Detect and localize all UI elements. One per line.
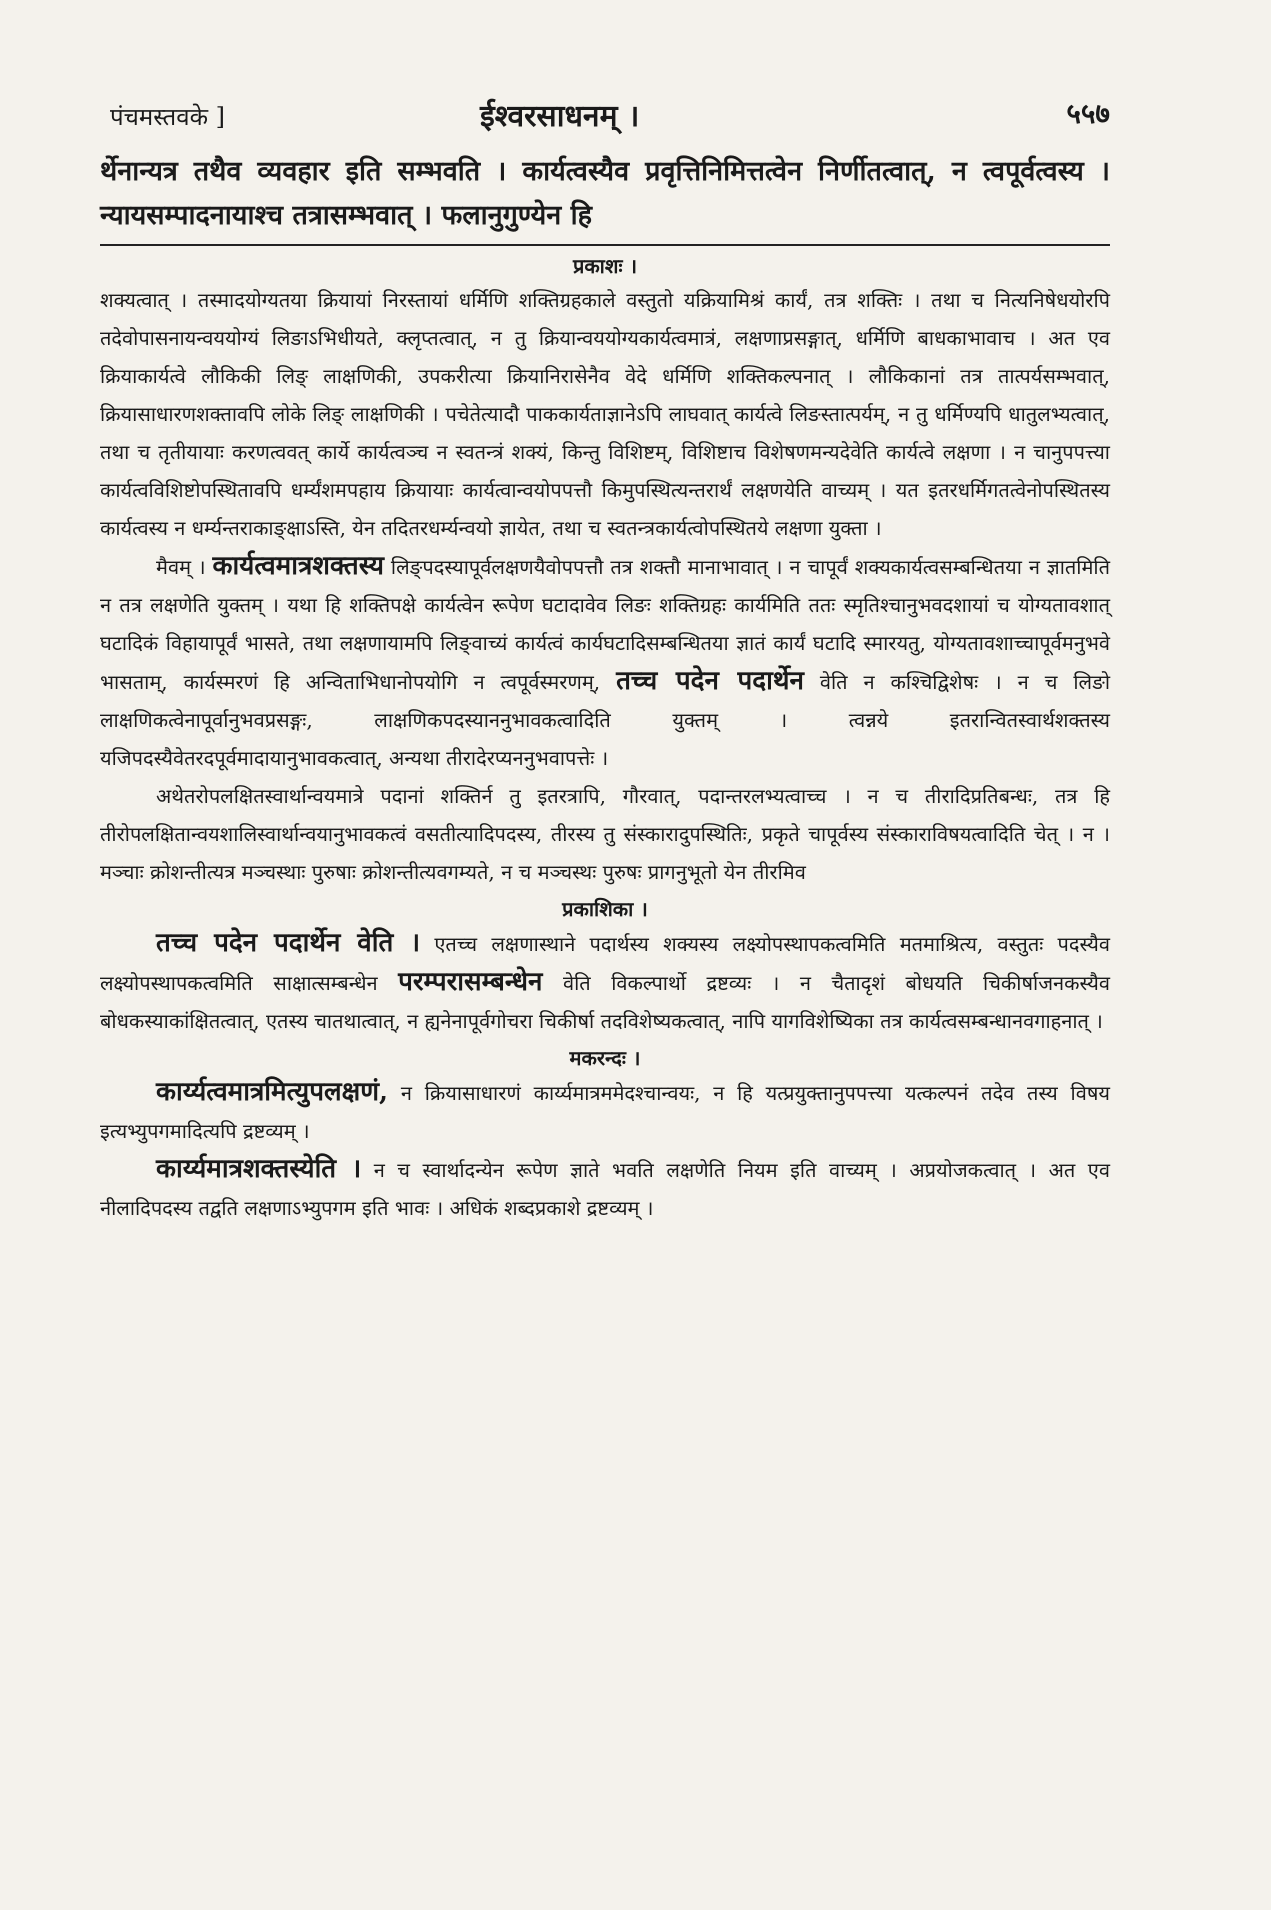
makaranda-bold-1: कार्य्यत्वमात्रमित्युपलक्षणं, [156,1077,389,1107]
prakashika-commentary [100,924,1110,1040]
p2-rest2: वेति न कश्चिद्विशेषः । न च लिङो लाक्षणिकत्वेनापूर्वानुभवप्रसङ्गः, लाक्षणिकपदस्याननुभावकत्वादिति युक्तम् । त्वन्नये इतरान्वितस्वार्थशक्तस्य यजिपदस्यैवेतरदपूर्वमादायानुभावकत्वात्, अन्यथा तीरादेरप्यननुभवापत्तेः । [100,670,1111,770]
prakasha-heading: प्रकाशः । [572,254,638,278]
running-header [100,90,1110,140]
prakasha-commentary [100,281,1110,891]
makaranda-commentary [100,1073,1110,1227]
prakashika-bold2: परम्परासम्बन्धेन [398,967,543,997]
prakashika-a: एतच्च लक्षणास्थाने पदार्थस्य शक्यस्य लक्ष्योपस्थापकत्वमिति मतमाश्रित्य, वस्तुतः पदस्यैव लक्ष्योपस्थापकत्वमिति साक्षात्सम्बन्धेन [100,932,1110,995]
prakasha-paragraph-3: अथेतरोपलक्षितस्वार्थान्वयमात्रे पदानां शक्तिर्न तु इतरत्रापि, गौरवात्, पदान्तरलभ्यत्वाच्च । न च तीरादिप्रतिबन्धः, तत्र हि तीरोपलक्षितान्वयशालिस्वार्थान्वयानुभावकत्वं वसतीत्यादिपदस्य, तीरस्य तु संस्कारादुपस्थितिः, प्रकृते चापूर्वस्य संस्काराविषयत्वादिति चेत् । न । मञ्चाः क्रोशन्तीत्यत्र मञ्चस्थाः पुरुषाः क्रोशन्तीत्यवगम्यते, न च मञ्चस्थः पुरुषः प्रागनुभूतो येन तीरमिव [100,784,1110,884]
makaranda-bold-2: कार्य्यमात्रशक्तस्येति । [156,1154,362,1184]
makaranda-rest-2: न च स्वार्थादन्येन रूपेण ज्ञाते भवति लक्षणेति नियम इति वाच्यम् । अप्रयोजकत्वात् । अत एव नीलादिपदस्य तद्वति लक्षणाऽभ्युपगम इति भावः । अधिकं शब्दप्रकाशे द्रष्टव्यम् । [100,1158,1110,1220]
prakashika-b: वेति विकल्पार्थो द्रष्टव्यः । न चैतादृशं बोधयति चिकीर्षाजनकस्यैव बोधकस्याकांक्षितत्वात्, एतस्य चातथात्वात्, न ह्यनेनापूर्वगोचरा चिकीर्षा तदविशेष्यकत्वात्, नापि यागविशेष्यिका तत्र कार्यत्वसम्बन्धानवगाहनात् । [100,971,1111,1033]
header-left: पंचमस्तवके ] [110,103,226,131]
header-title: ईश्वरसाधनम् । [480,99,640,134]
page-number: ५५७ [1066,97,1110,130]
prakashika-heading: प्रकाशिका । [562,897,648,921]
mula-text: र्थेनान्यत्र तथैव व्यवहार इति सम्भवति । कार्यत्वस्यैव प्रवृत्तिनिमित्तत्वेन निर्णीतत्वात्, न त्वपूर्वत्वस्य । न्यायसम्पादनायाश्च तत्रासम्भवात् । फलानुगुण्येन हि [100,156,1110,231]
p2-bold: कार्यत्वमात्रशक्तस्य [212,551,384,581]
makaranda-paragraph-1 [100,1073,1110,1150]
p2-bold2: तच्च पदेन पदार्थेन [616,666,804,696]
prakashika-bold: तच्च पदेन पदार्थेन वेति । [156,928,421,958]
prakasha-paragraph-2 [100,547,1110,777]
prakashika-paragraph-1 [100,924,1110,1040]
divider [100,244,1110,246]
book-page [100,90,1110,1870]
makaranda-paragraph-2 [100,1150,1110,1227]
p2-rest: लिङ्पदस्यापूर्वलक्षणयैवोपपत्तौ तत्र शक्तौ मानाभावात् । न चापूर्वं शक्यकार्यत्वसम्बन्धितया न ज्ञातमिति न तत्र लक्षणेति युक्तम् । यथा हि शक्तिपक्षे कार्यत्वेन रूपेण घटादावेव लिङः शक्तिग्रहः कार्यमिति ततः स्मृतिश्चानुभवदशायां च योग्यतावशात् घटादिकं विहायापूर्वं भासते, तथा लक्षणायामपि लिङ्वाच्यं कार्यत्वं कार्यघटादिसम्बन्धितया ज्ञातं कार्यं घटादि स्मारयतु, योग्यतावशाच्चापूर्वमनुभवे भासताम्, कार्यस्मरणं हि अन्विताभिधानोपयोगि न त्वपूर्वस्मरणम्, [100,555,1110,694]
makaranda-rest-1: न क्रियासाधारणं कार्य्यमात्रममेदश्चान्वयः, न हि यत्प्रयुक्तानुपपत्त्या यत्कल्पनं तदेव तस्य विषय इत्यभ्युपगमादित्यपि द्रष्टव्यम् । [100,1081,1110,1143]
makaranda-heading: मकरन्दः । [569,1046,641,1070]
p2-lead: मैवम् । [156,555,206,579]
prakasha-paragraph-1: शक्यत्वात् । तस्मादयोग्यतया क्रियायां निरस्तायां धर्मिणि शक्तिग्रहकाले वस्तुतो यक्रियामिश्रं कार्यं, तत्र शक्तिः । तथा च नित्यनिषेधयोरपि तदेवोपासनायन्वययोग्यं लिङाऽभिधीयते, क्लृप्तत्वात्, न तु क्रियान्वययोग्यकार्यत्वमात्रं, लक्षणाप्रसङ्गात्, धर्मिणि बाधकाभावाच । अत एव क्रियाकार्यत्वे लौकिकी लिङ् लाक्षणिकी, उपकरीत्या क्रियानिरासेनैव वेदे धर्मिणि शक्तिकल्पनात् । लौकिकानां तत्र तात्पर्यसम्भवात्, क्रियासाधारणशक्तावपि लोके लिङ् लाक्षणिकी । पचेतेत्यादौ पाककार्यताज्ञानेऽपि लाघवात् कार्यत्वे लिङस्तात्पर्यम्, न तु धर्मिण्यपि धातुलभ्यत्वात्, तथा च तृतीयायाः करणत्ववत् कार्ये कार्यत्वञ्च न स्वतन्त्रं शक्यं, किन्तु विशिष्टम्, विशिष्टाच विशेषणमन्यदेवेति कार्यत्वे लक्षणा । न चानुपपत्त्या कार्यत्वविशिष्टोपस्थितावपि धर्म्यंशमपहाय क्रियायाः कार्यत्वान्वयोपपत्तौ किमुपस्थित्यन्तरार्थं लक्षणयेति वाच्यम् । यत इतरधर्मिगतत्वेनोपस्थितस्य कार्यत्वस्य न धर्म्यन्तराकाङ्क्षाऽस्ति, येन तदितरधर्म्यन्वयो ज्ञायेत, तथा च स्वतन्त्रकार्यत्वोपस्थितये लक्षणा युक्ता । [100,288,1110,540]
